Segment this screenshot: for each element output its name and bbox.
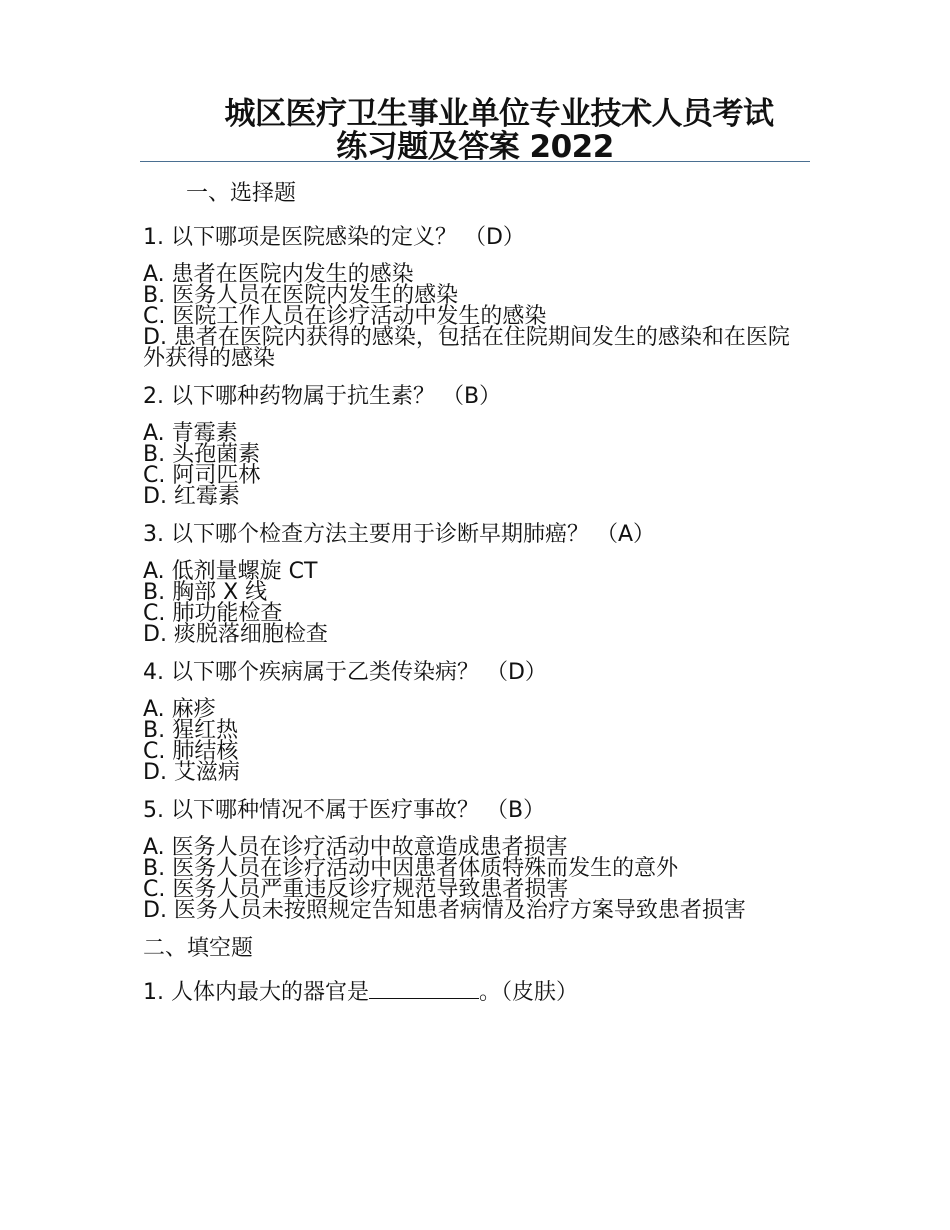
option-b: B. 医务人员在医院内发生的感染 bbox=[143, 283, 459, 308]
option-c: C. 阿司匹林 bbox=[143, 463, 261, 488]
option-a: A. 患者在医院内发生的感染 bbox=[143, 262, 414, 287]
option-c: C. 医院工作人员在诊疗活动中发生的感染 bbox=[143, 304, 547, 329]
option-d: D. 艾滋病 bbox=[143, 760, 240, 785]
option-b: B. 猩红热 bbox=[143, 718, 239, 743]
question-stem: 1. 以下哪项是医院感染的定义？ （D） bbox=[143, 225, 525, 250]
question-stem: 5. 以下哪种情况不属于医疗事故？ （B） bbox=[143, 798, 546, 823]
option-d: D. 红霉素 bbox=[143, 484, 240, 509]
option-b: B. 胸部 X 线 bbox=[143, 580, 268, 605]
option-c: C. 肺结核 bbox=[143, 739, 239, 764]
title-line-1: 城区医疗卫生事业单位专业技术人员考试 bbox=[224, 96, 774, 132]
fill-blank-text-after: 。（皮肤） bbox=[478, 980, 578, 1005]
option-b: B. 头孢菌素 bbox=[143, 442, 261, 467]
option-c: C. 医务人员严重违反诊疗规范导致患者损害 bbox=[143, 877, 569, 902]
option-list bbox=[143, 264, 803, 369]
option-d: D. 患者在医院内获得的感染，包括在住院期间发生的感染和在医院外获得的感染 bbox=[143, 325, 790, 371]
document-title bbox=[140, 98, 810, 164]
option-b: B. 医务人员在诊疗活动中因患者体质特殊而发生的意外 bbox=[143, 856, 679, 881]
fill-blank-question bbox=[143, 977, 803, 1009]
question-stem: 3. 以下哪个检查方法主要用于诊断早期肺癌？ （A） bbox=[143, 522, 656, 547]
option-c: C. 肺功能检查 bbox=[143, 601, 283, 626]
option-list bbox=[143, 699, 803, 783]
option-a: A. 麻疹 bbox=[143, 697, 216, 722]
answer-blank-line bbox=[369, 980, 479, 999]
question-stem: 4. 以下哪个疾病属于乙类传染病？ （D） bbox=[143, 660, 547, 685]
option-d: D. 医务人员未按照规定告知患者病情及治疗方案导致患者损害 bbox=[143, 898, 746, 923]
title-line-2: 练习题及答案 2022 bbox=[336, 129, 614, 165]
section-heading-fill-blank: 二、填空题 bbox=[143, 936, 254, 961]
option-a: A. 医务人员在诊疗活动中故意造成患者损害 bbox=[143, 835, 568, 860]
question-stem: 2. 以下哪种药物属于抗生素？ （B） bbox=[143, 384, 502, 409]
option-a: A. 青霉素 bbox=[143, 421, 238, 446]
section-heading-choice: 一、选择题 bbox=[186, 181, 297, 206]
title-divider bbox=[140, 161, 810, 162]
option-list bbox=[143, 423, 803, 507]
document-body bbox=[143, 178, 803, 1009]
option-list bbox=[143, 561, 803, 645]
option-list bbox=[143, 837, 803, 921]
fill-blank-text-before: 1. 人体内最大的器官是 bbox=[143, 980, 369, 1005]
option-a: A. 低剂量螺旋 CT bbox=[143, 559, 318, 584]
option-d: D. 痰脱落细胞检查 bbox=[143, 622, 328, 647]
